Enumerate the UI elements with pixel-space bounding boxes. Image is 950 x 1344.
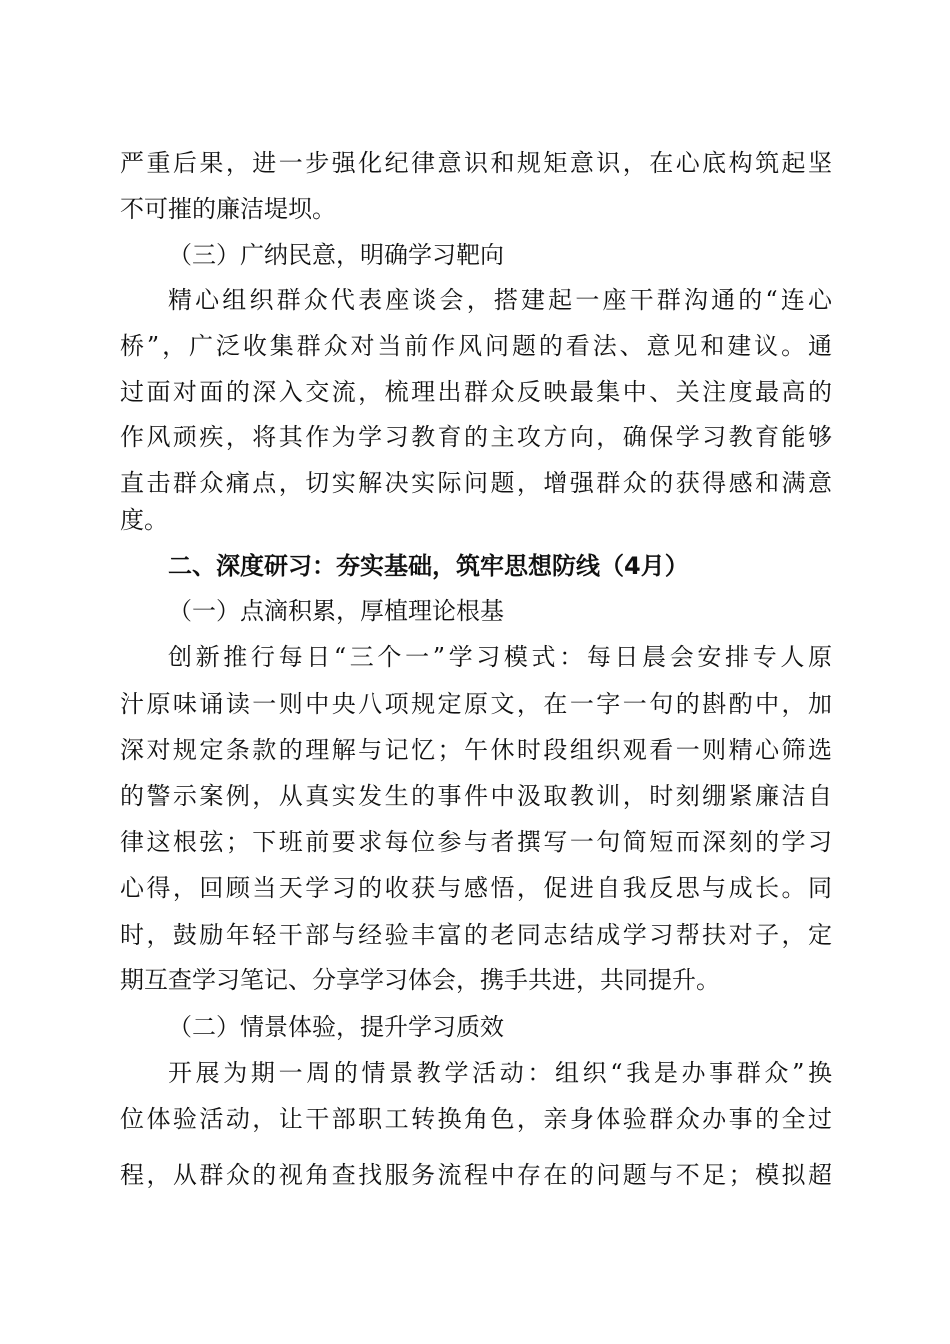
subsection-heading: （二）情景体验，提升学习质效 <box>168 1013 504 1041</box>
paragraph-line: 度。 <box>120 506 168 534</box>
paragraph-line: 直击群众痛点，切实解决实际问题，增强群众的获得感和满意 <box>120 469 832 497</box>
paragraph-line: 位体验活动，让干部职工转换角色，亲身体验群众办事的全过 <box>120 1105 832 1133</box>
paragraph-line: 期互查学习笔记、分享学习体会，携手共进，共同提升。 <box>120 966 720 994</box>
paragraph-line: 不可摧的廉洁堤坝。 <box>120 195 336 223</box>
paragraph-line: 严重后果，进一步强化纪律意识和规矩意识，在心底构筑起坚 <box>120 149 832 177</box>
paragraph-line: 深对规定条款的理解与记忆；午休时段组织观看一则精心筛选 <box>120 736 832 764</box>
section-heading: 二、深度研习：夯实基础，筑牢思想防线（4月） <box>168 552 689 580</box>
paragraph-line: 桥”，广泛收集群众对当前作风问题的看法、意见和建议。通 <box>120 332 832 360</box>
paragraph-line: 精心组织群众代表座谈会，搭建起一座干群沟通的“连心 <box>168 286 832 314</box>
subsection-heading: （三）广纳民意，明确学习靶向 <box>168 241 504 269</box>
subsection-heading: （一）点滴积累，厚植理论根基 <box>168 597 504 625</box>
paragraph-line: 汁原味诵读一则中央八项规定原文，在一字一句的斟酌中，加 <box>120 690 832 718</box>
paragraph-line: 过面对面的深入交流，梳理出群众反映最集中、关注度最高的 <box>120 378 832 406</box>
paragraph-line: 心得，回顾当天学习的收获与感悟，促进自我反思与成长。同 <box>120 874 832 902</box>
paragraph-line: 开展为期一周的情景教学活动：组织“我是办事群众”换 <box>168 1059 832 1087</box>
paragraph-line: 程，从群众的视角查找服务流程中存在的问题与不足；模拟超 <box>120 1161 832 1189</box>
paragraph-line: 时，鼓励年轻干部与经验丰富的老同志结成学习帮扶对子，定 <box>120 921 832 949</box>
paragraph-line: 作风顽疾，将其作为学习教育的主攻方向，确保学习教育能够 <box>120 423 832 451</box>
paragraph-line: 律这根弦；下班前要求每位参与者撰写一句简短而深刻的学习 <box>120 828 832 856</box>
paragraph-line: 创新推行每日“三个一”学习模式：每日晨会安排专人原 <box>168 643 832 671</box>
paragraph-line: 的警示案例，从真实发生的事件中汲取教训，时刻绷紧廉洁自 <box>120 782 832 810</box>
